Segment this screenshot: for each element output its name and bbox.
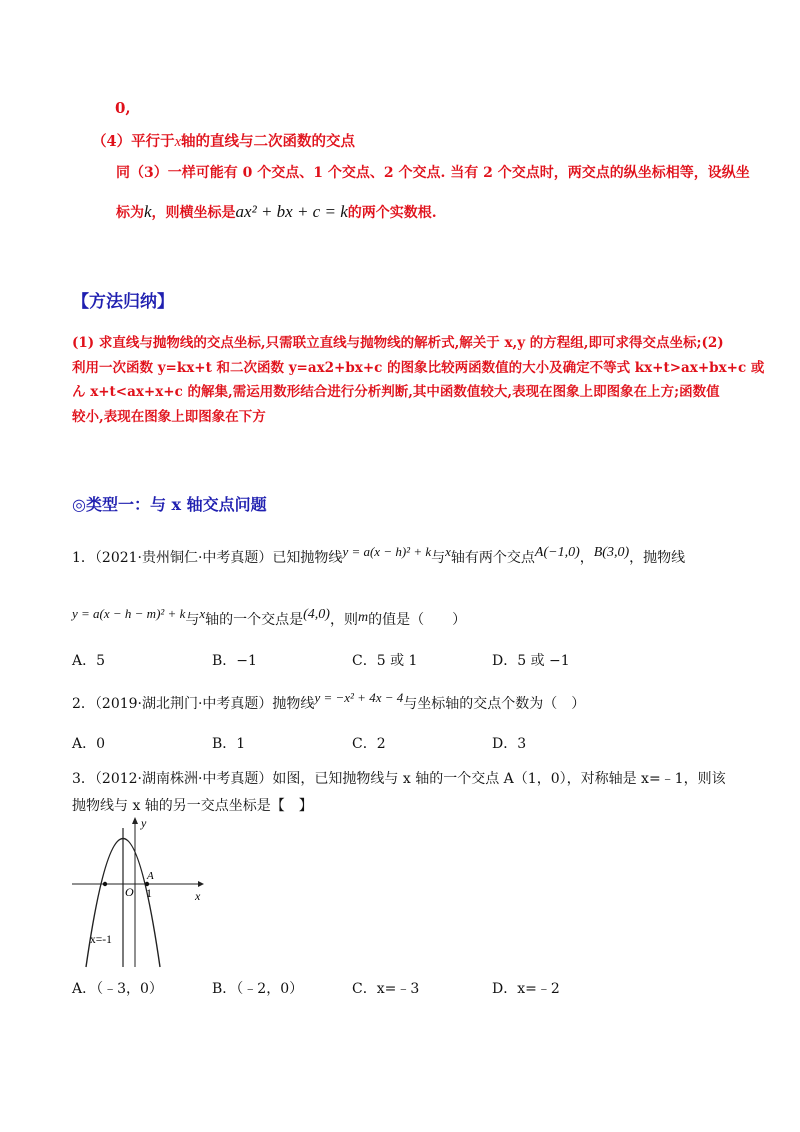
method-line-2: 利用一次函数 y=kx+t 和二次函数 y=ax2+bx+c 的图象比较两函数值的大小及确定不等式 kx+t>ax+bx+c 或 [72,359,765,376]
q1-option-c[interactable]: C．5 或 1 [352,653,418,669]
q3-option-d[interactable]: D．x=﹣2 [492,981,560,997]
q1-x-var: x [445,544,451,559]
x-axis-label: x [195,889,201,903]
q1-line2-post: 的值是（ ） [368,612,467,628]
q1-line2-x-var: x [199,606,206,621]
q1-equation-1: y = a(x − h)² + k [342,544,432,559]
section-heading: ◎类型一：与 x 轴交点问题 [72,495,267,514]
symmetry-axis-label: x=-1 [90,934,112,946]
q1-stem-pre: 1．（2021·贵州铜仁·中考真题）已知抛物线 [72,550,343,566]
q1-point-a: A(−1,0) [534,545,580,560]
q3-stem-line2: 抛物线与 x 轴的另一交点坐标是【 】 [72,798,313,814]
q2-option-d[interactable]: D．3 [492,736,527,752]
q1-stem-line1 [72,544,686,567]
item4-line2 [116,202,437,222]
k-variable: k [144,202,152,221]
x-axis-arrow [198,881,204,887]
y-axis-arrow [132,817,138,824]
left-intersection-point [103,882,107,886]
q1-stem-mid: 与 [431,550,446,566]
item4-line2-pre: 标为 [116,205,144,221]
item4-line2-post: 的两个实数根. [347,205,437,221]
q2-stem-pre: 2．（2019·湖北荆门·中考真题）抛物线 [72,696,315,712]
method-heading: 【方法归纳】 [72,292,174,312]
y-axis-label: y [141,816,147,830]
item4-title-post: 轴的直线与二次函数的交点 [181,133,356,150]
q1-comma: ， [579,550,594,566]
q3-option-a[interactable]: A．（﹣3，0） [72,981,163,997]
q1-line2-mid3: ，则 [329,612,358,628]
q1-equation-2: y = a(x − h − m)² + k [72,606,186,621]
q3-option-b[interactable]: B．（﹣2，0） [212,981,304,997]
q1-line2-mid: 与 [185,612,200,628]
method-line-4: 较小,表现在图象上即图象在下方 [72,408,266,425]
point-a-label: A [147,870,154,882]
q2-stem-post: 与坐标轴的交点个数为（ ） [403,696,586,712]
q2-stem [72,690,586,713]
q1-stem-post: ，抛物线 [629,550,686,566]
q1-stem-line2 [72,606,467,629]
q3-stem-line1: 3．（2012·湖南株洲·中考真题）如图，已知抛物线与 x 轴的一个交点 A（1，0），对称轴是 x=﹣1，则该 [72,771,726,787]
method-line-1: (1) 求直线与抛物线的交点坐标,只需联立直线与抛物线的解析式,解关于 x,y 的方程组,即可求得交点坐标;(2) [72,335,724,351]
q1-option-d[interactable]: D．5 或 −1 [492,653,570,669]
item4-title-var: x [174,134,182,150]
q1-point-b: B(3,0) [593,545,630,560]
origin-label: O [125,885,134,899]
item4-title-pre: （4）平行于 [92,133,175,150]
item4-line1: 同（3）一样可能有 0 个交点、1 个交点、2 个交点. 当有 2 个交点时，两交点的纵坐标相等，设纵坐 [116,165,750,181]
q1-option-a[interactable]: A．5 [72,653,106,669]
m-variable: m [357,610,369,625]
q2-option-a[interactable]: A．0 [72,736,106,752]
q2-option-c[interactable]: C．2 [352,736,386,752]
parabola-figure [70,812,220,972]
item4-line2-mid: ，则横坐标是 [151,205,236,221]
q1-stem-mid2: 轴有两个交点 [450,550,535,566]
q3-option-c[interactable]: C．x=﹣3 [352,981,420,997]
q1-option-b[interactable]: B．−1 [212,653,257,669]
q1-line2-mid2: 轴的一个交点是 [205,612,304,628]
item4-title [92,130,355,151]
q2-option-b[interactable]: B．1 [212,736,246,752]
method-body [72,331,764,429]
q1-point: (4,0) [303,607,330,622]
q2-equation: y = −x² + 4x − 4 [314,690,404,705]
item4-equation: ax² + bx + c = k [235,202,348,221]
method-line-3: ん x+t<ax+x+c 的解集,需运用数形结合进行分析判断,其中函数值较大,表现在图象上即图象在上方;函数值 [72,384,720,400]
tick-one-label: 1 [146,886,152,900]
continuation-text: 0, [115,99,131,117]
